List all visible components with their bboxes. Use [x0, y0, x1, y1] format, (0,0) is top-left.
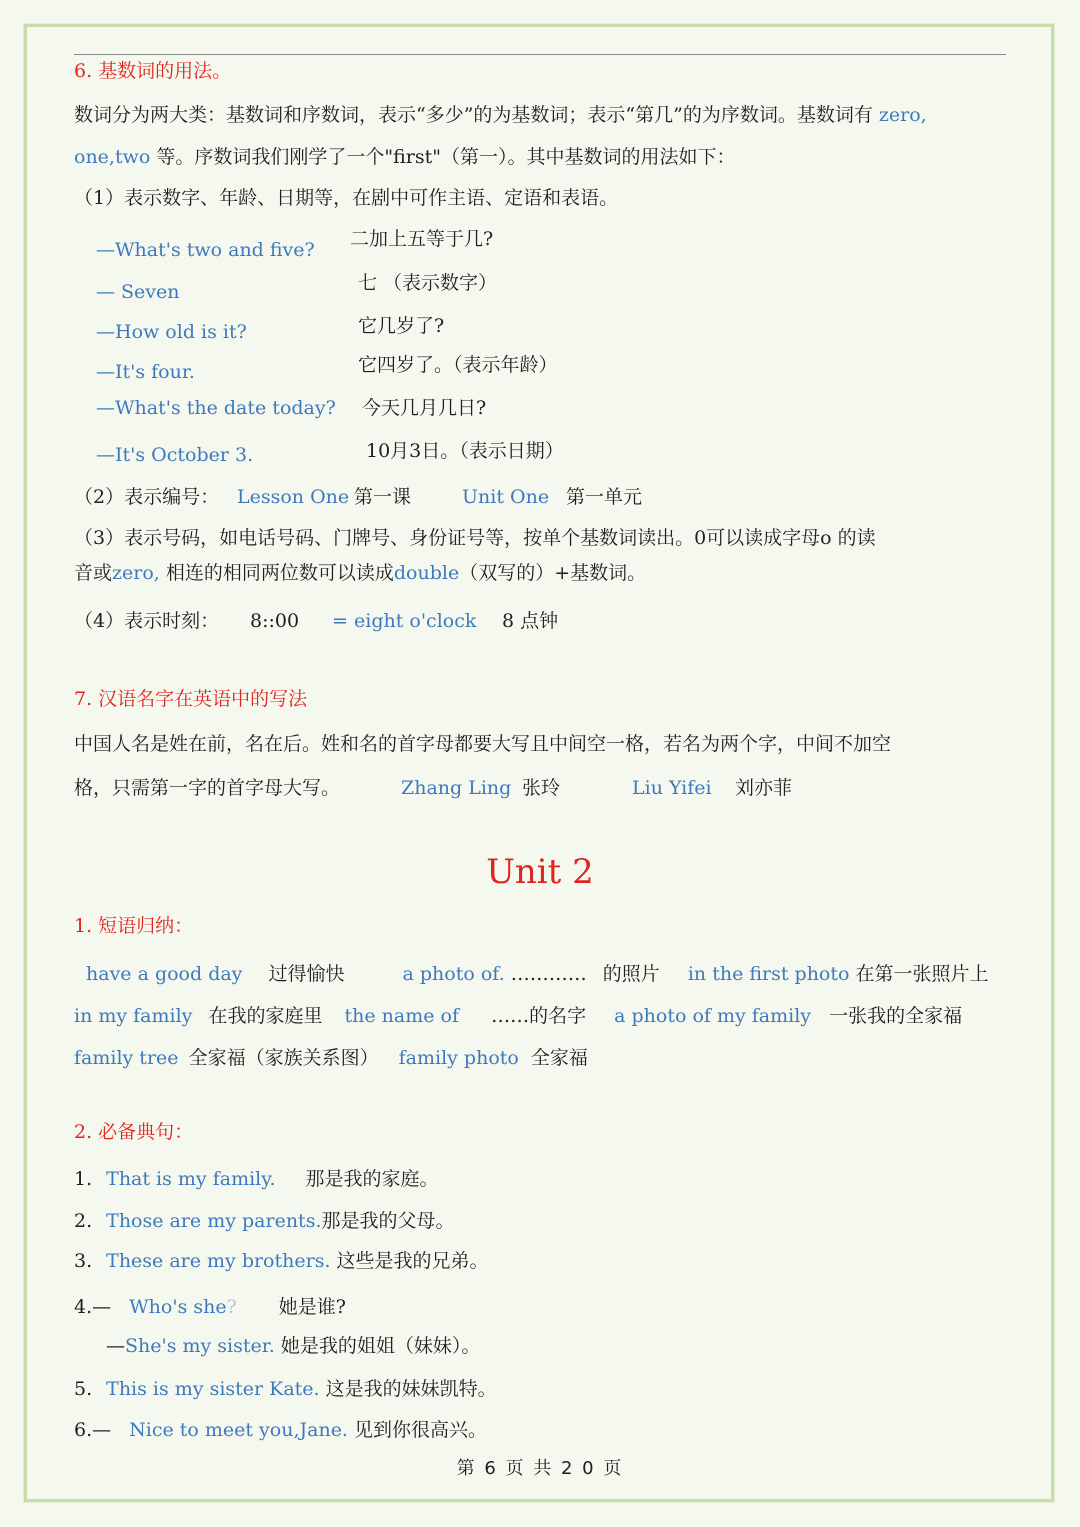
usage-1: （1）表示数字、年龄、日期等，在剧中可作主语、定语和表语。	[74, 187, 619, 209]
dialog-en-6: —It's October 3.	[96, 444, 254, 466]
sentence-en: That is my family.	[106, 1168, 276, 1190]
sentence-6	[74, 1419, 487, 1442]
dash: —	[106, 1335, 125, 1357]
sentence-question-mark: ?	[226, 1296, 237, 1318]
phrase-en: the name of	[344, 1005, 460, 1027]
sentence-en: She's my sister.	[125, 1335, 275, 1357]
sentence-2	[74, 1210, 455, 1233]
usage-2-en-1: Lesson One	[237, 486, 350, 508]
usage-4-time: 8::00	[250, 610, 300, 632]
dialog-cn-3: 它几岁了?	[358, 315, 445, 337]
dialog-en-2: — Seven	[96, 281, 180, 303]
sentence-number: 6.—	[74, 1419, 112, 1441]
usage-4-english: eight o'clock	[354, 610, 477, 632]
sentence-cn: 这是我的妹妹凯特。	[319, 1378, 497, 1400]
name-example-1-en: Zhang Ling	[401, 777, 512, 799]
usage-3-line2	[74, 562, 646, 585]
usage-4-label: （4）表示时刻：	[74, 610, 220, 632]
sentence-en: These are my brothers.	[106, 1250, 331, 1272]
sentence-4-reply	[106, 1335, 480, 1358]
u3-english-zero: zero,	[112, 562, 160, 584]
sentence-number: 5.	[74, 1378, 93, 1400]
phrase-row-1	[86, 963, 989, 986]
phrase-cn: 过得愉快	[268, 963, 345, 985]
sentence-en: Who's she	[129, 1296, 227, 1318]
s6-p2-english: one,two	[74, 146, 151, 168]
u3-english-double: double	[393, 562, 460, 584]
usage-3-line1: （3）表示号码，如电话号码、门牌号、身份证号等，按单个基数词读出。0可以读成字母o 的读	[74, 527, 876, 549]
dialog-cn-4: 它四岁了。（表示年龄）	[358, 354, 558, 376]
sentence-cn: 那是我的父母。	[321, 1210, 455, 1232]
phrase-en: a photo of.	[402, 963, 505, 985]
dialog-cn-1: 二加上五等于几?	[350, 228, 494, 250]
phrase-en: in my family	[74, 1005, 193, 1027]
phrase-en: have a good day	[86, 963, 243, 985]
s6-paragraph-line2	[74, 146, 735, 169]
sentence-en: Nice to meet you,Jane.	[129, 1419, 348, 1441]
u3-text-a: 音或	[74, 562, 113, 584]
s7-paragraph-line2: 格，只需第一字的首字母大写。	[74, 777, 341, 799]
phrase-cn: 在我的家庭里	[208, 1005, 323, 1027]
sentence-number: 2.	[74, 1210, 93, 1232]
sentence-number: 4.—	[74, 1296, 112, 1318]
sentence-cn: 她是我的姐姐（妹妹）。	[274, 1335, 481, 1357]
usage-4-chinese: 8 点钟	[502, 610, 559, 632]
page-footer: 第 6 页 共 2 0 页	[456, 1458, 624, 1479]
top-rule	[74, 54, 1006, 55]
dialog-en-5: —What's the date today?	[96, 397, 336, 419]
sentence-number: 3.	[74, 1250, 93, 1272]
phrase-row-3	[74, 1047, 588, 1070]
sentence-5	[74, 1378, 497, 1401]
dialog-en-1: —What's two and five?	[96, 239, 315, 261]
phrase-cn: 的照片	[602, 963, 660, 985]
sentence-1	[74, 1168, 439, 1191]
u3-text-c: （双写的）+基数词。	[459, 562, 647, 584]
usage-2-label: （2）表示编号：	[74, 486, 220, 508]
dialog-en-4: —It's four.	[96, 361, 195, 383]
name-example-2-cn: 刘亦菲	[735, 777, 793, 799]
sentence-cn: 这些是我的兄弟。	[330, 1250, 489, 1272]
phrase-cn: 在第一张照片上	[855, 963, 989, 985]
s6-p2-text: 等。序数词我们刚学了一个"first"（第一）。其中基数词的用法如下：	[150, 146, 736, 168]
sentence-4	[74, 1296, 346, 1319]
sentence-cn: 见到你很高兴。	[347, 1419, 488, 1441]
dialog-en-3: —How old is it?	[96, 321, 247, 343]
usage-2-cn-2: 第一单元	[566, 486, 643, 508]
section-7-heading: 7. 汉语名字在英语中的写法	[74, 688, 308, 710]
s7-paragraph-line1: 中国人名是姓在前，名在后。姓和名的首字母都要大写且中间空一格，若名为两个字，中间不加空	[74, 733, 892, 755]
phrase-cn: ……的名字	[491, 1005, 587, 1027]
sentence-3	[74, 1250, 489, 1273]
phrase-en: a photo of my family	[614, 1005, 812, 1027]
phrase-en: in the first photo	[687, 963, 850, 985]
phrase-cn: 全家福	[530, 1047, 588, 1069]
s6-p1-text: 数词分为两大类：基数词和序数词，表示“多少”的为基数词；表示“第几”的为序数词。基数词有	[74, 104, 873, 126]
name-example-2-en: Liu Yifei	[632, 777, 712, 799]
sentence-en: This is my sister Kate.	[106, 1378, 320, 1400]
usage-4-equals: =	[332, 610, 348, 632]
phrase-cn: 全家福（家族关系图）	[188, 1047, 379, 1069]
sentence-en: Those are my parents.	[106, 1210, 322, 1232]
phrases-heading: 1. 短语归纳：	[74, 915, 194, 937]
phrase-en: family photo	[398, 1047, 519, 1069]
section-6-heading: 6. 基数词的用法。	[74, 60, 232, 82]
dialog-cn-6: 10月3日。（表示日期）	[366, 440, 564, 462]
phrase-en: family tree	[74, 1047, 179, 1069]
unit-title: Unit 2	[486, 852, 594, 892]
s6-p1-english: zero,	[872, 104, 927, 126]
sentence-number: 1.	[74, 1168, 93, 1190]
phrase-dots: …………	[510, 963, 587, 985]
phrase-row-2	[74, 1005, 962, 1028]
u3-text-b: 相连的相同两位数可以读成	[159, 562, 394, 584]
sentence-cn: 那是我的家庭。	[305, 1168, 439, 1190]
dialog-cn-5: 今天几月几日?	[362, 397, 487, 419]
usage-2-cn-1: 第一课	[354, 486, 412, 508]
s6-paragraph-line1	[74, 104, 927, 127]
dialog-cn-2: 七 （表示数字）	[358, 272, 498, 294]
name-example-1-cn: 张玲	[522, 777, 561, 799]
sentences-heading: 2. 必备典句：	[74, 1121, 194, 1143]
sentence-cn: 她是谁?	[278, 1296, 346, 1318]
phrase-cn: 一张我的全家福	[829, 1005, 963, 1027]
usage-2-en-2: Unit One	[462, 486, 550, 508]
